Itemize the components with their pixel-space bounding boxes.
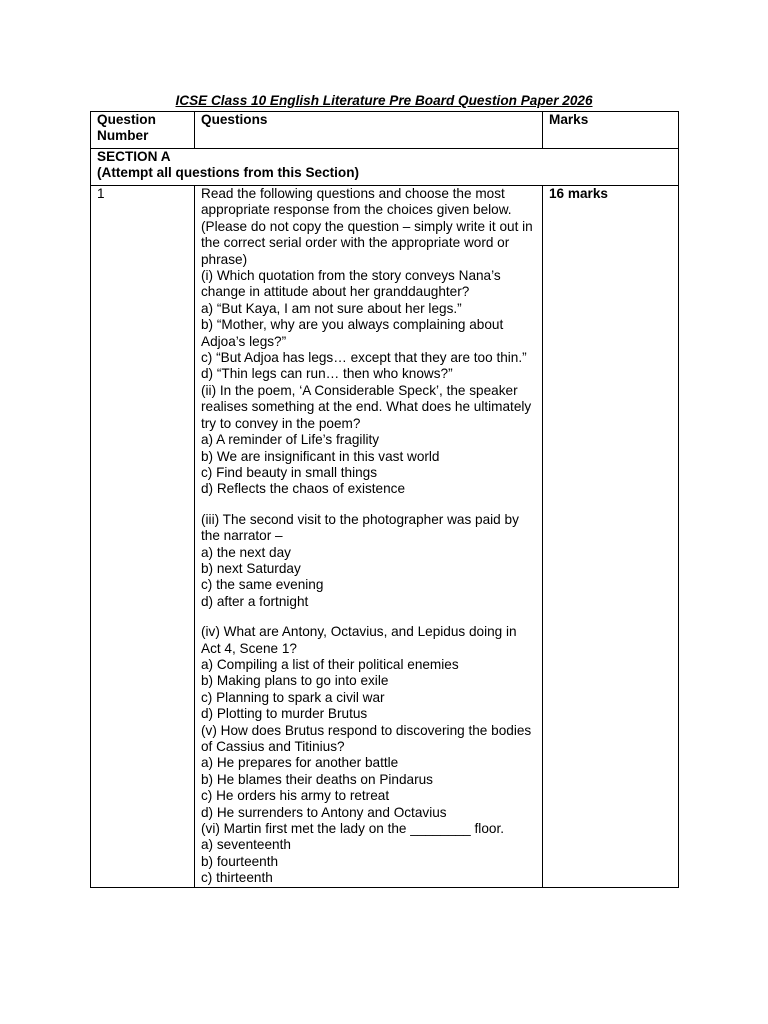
header-questions: Questions bbox=[195, 112, 543, 149]
option: c) “But Adjoa has legs… except that they are too thin.” bbox=[201, 350, 527, 366]
part-i bbox=[201, 268, 536, 383]
option: a) “But Kaya, I am not sure about her legs.” bbox=[201, 300, 462, 316]
option: a) Compiling a list of their political enemies bbox=[201, 656, 459, 672]
section-cell bbox=[91, 149, 679, 186]
part-stem: (iv) What are Antony, Octavius, and Lepidus doing in Act 4, Scene 1? bbox=[201, 624, 517, 656]
part-stem: (iii) The second visit to the photographer was paid by the narrator – bbox=[201, 511, 519, 544]
header-question-number: Question Number bbox=[91, 112, 195, 149]
section-instruction: (Attempt all questions from this Section) bbox=[97, 165, 360, 181]
part-stem: (ii) In the poem, ‘A Considerable Speck’, the speaker realises something at the end. What does he ultimately try to convey in the poem? bbox=[201, 382, 532, 431]
section-row bbox=[91, 149, 679, 186]
question-intro: Read the following questions and choose the most appropriate response from the choices given below. (Please do not copy the question – simply write it out in the correct serial order with the appropriate word or phrase) bbox=[201, 186, 533, 267]
paper-title: ICSE Class 10 English Literature Pre Board Question Paper 2026 bbox=[175, 93, 593, 108]
option: b) “Mother, why are you always complaining about Adjoa’s legs?” bbox=[201, 317, 504, 349]
part-iii bbox=[201, 512, 536, 610]
spacer bbox=[201, 498, 536, 512]
option: d) “Thin legs can run… then who knows?” bbox=[201, 366, 453, 382]
part-v bbox=[201, 723, 536, 821]
question-row bbox=[91, 186, 679, 888]
header-marks: Marks bbox=[543, 112, 679, 149]
option: b) fourteenth bbox=[201, 853, 279, 869]
option: b) next Saturday bbox=[201, 560, 301, 576]
option: b) We are insignificant in this vast world bbox=[201, 448, 440, 464]
question-table bbox=[90, 111, 679, 888]
option: d) He surrenders to Antony and Octavius bbox=[201, 804, 447, 820]
option: a) He prepares for another battle bbox=[201, 755, 399, 771]
option: c) the same evening bbox=[201, 577, 324, 593]
option: d) Plotting to murder Brutus bbox=[201, 706, 368, 722]
part-vi bbox=[201, 821, 536, 887]
part-stem: (i) Which quotation from the story conveys Nana’s change in attitude about her granddaughter? bbox=[201, 268, 501, 300]
option: c) Find beauty in small things bbox=[201, 464, 378, 480]
option: a) seventeenth bbox=[201, 837, 291, 853]
section-name: SECTION A bbox=[97, 149, 171, 164]
option: d) after a fortnight bbox=[201, 593, 309, 609]
option: c) He orders his army to retreat bbox=[201, 788, 390, 804]
spacer bbox=[201, 610, 536, 624]
part-stem: (vi) Martin first met the lady on the ________ floor. bbox=[201, 821, 504, 837]
question-marks: 16 marks bbox=[543, 186, 679, 888]
option: c) Planning to spark a civil war bbox=[201, 689, 385, 705]
option: b) Making plans to go into exile bbox=[201, 673, 389, 689]
part-stem: (v) How does Brutus respond to discovering the bodies of Cassius and Titinius? bbox=[201, 722, 532, 754]
question-number: 1 bbox=[91, 186, 195, 888]
table-header-row bbox=[91, 112, 679, 149]
option: d) Reflects the chaos of existence bbox=[201, 481, 406, 497]
option: a) the next day bbox=[201, 544, 291, 560]
option: b) He blames their deaths on Pindarus bbox=[201, 771, 433, 787]
option: c) thirteenth bbox=[201, 870, 273, 886]
part-iv bbox=[201, 624, 536, 722]
option: a) A reminder of Life’s fragility bbox=[201, 432, 380, 448]
question-text bbox=[195, 186, 543, 888]
part-ii bbox=[201, 383, 536, 498]
